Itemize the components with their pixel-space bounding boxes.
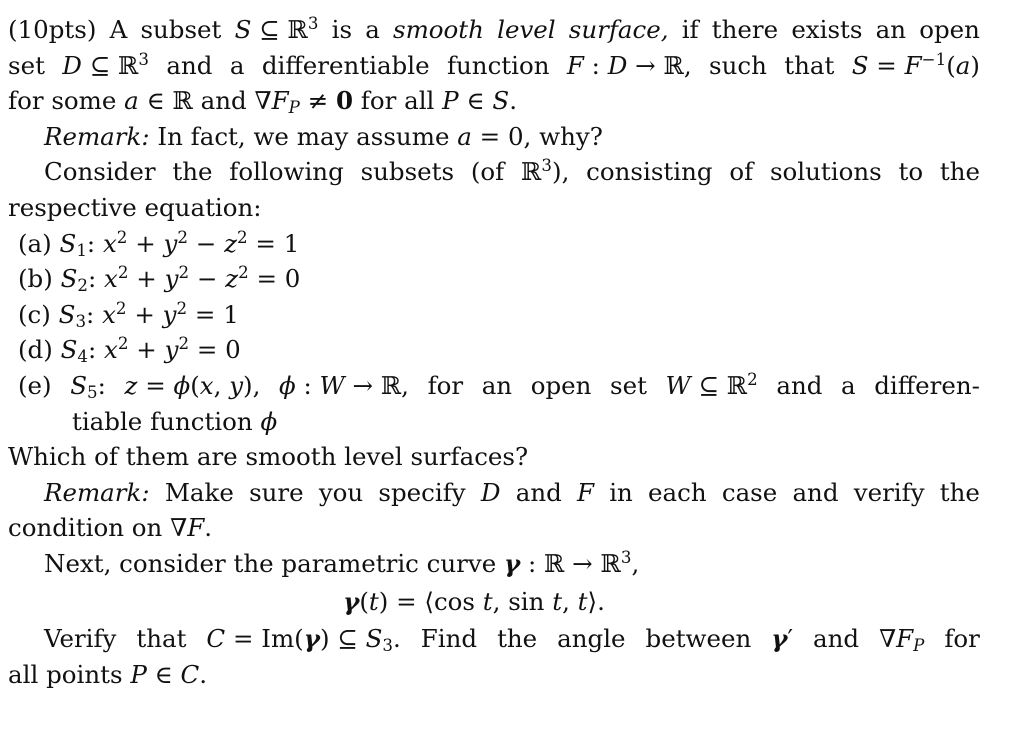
verify-line-continued: all points P ∈ C. [8,659,208,689]
problem-line-3: for some a ∈ ℝ and $\nabla F_P \ne 0$ for all P ∈ S. [8,86,517,118]
problem-line-1: (10pts) A subset S ⊆ ℝ$^3$ is a smooth level surface, if there exists an open [8,13,980,44]
curve-equation: γ(t) = ⟨cos t, sin t, t⟩. [343,586,605,616]
verify-line: Verify that C = Im(γ) ⊆ $S_3$. Find the angle between γ′ and $\nabla F_P$ for [44,624,980,656]
item-b: (b) $S_2$: $x^2 + y^2 - z^2 = 0$ [18,263,301,296]
remark-line-2-continued: condition on ∇F. [8,513,212,543]
item-c: (c) $S_3$: $x^2 + y^2 = 1$ [18,298,239,331]
remark-line-2: Remark: Make sure you specify D and F in each case and verify the [44,477,980,507]
question-line: Which of them are smooth level surfaces? [8,442,529,472]
problem-text [8,12,980,692]
item-e-continued: tiable function ϕ [72,406,278,436]
problem-line-2: set D ⊆ ℝ$^3$ and a differentiable function F : D → ℝ, such that $S = F^{-1}(a)$ [8,49,980,80]
item-e: (e) $S_5$: z = ϕ(x, y), ϕ : W → ℝ, for an open set W ⊆ ℝ$^2$ and a differen- [18,369,980,403]
curve-intro-line: Next, consider the parametric curve γ : ℝ → ℝ$^3$, [44,547,640,578]
item-a: (a) $S_1$: $x^2 + y^2 - z^2 = 1$ [18,227,300,260]
remark-line-1: Remark: In fact, we may assume a = 0, why? [44,121,603,151]
problem-line-6: respective equation: [8,192,262,222]
problem-line-5: Consider the following subsets (of ℝ$^3$), consisting of solutions to the [44,156,980,187]
item-d: (d) $S_4$: $x^2 + y^2 = 0$ [18,334,241,367]
